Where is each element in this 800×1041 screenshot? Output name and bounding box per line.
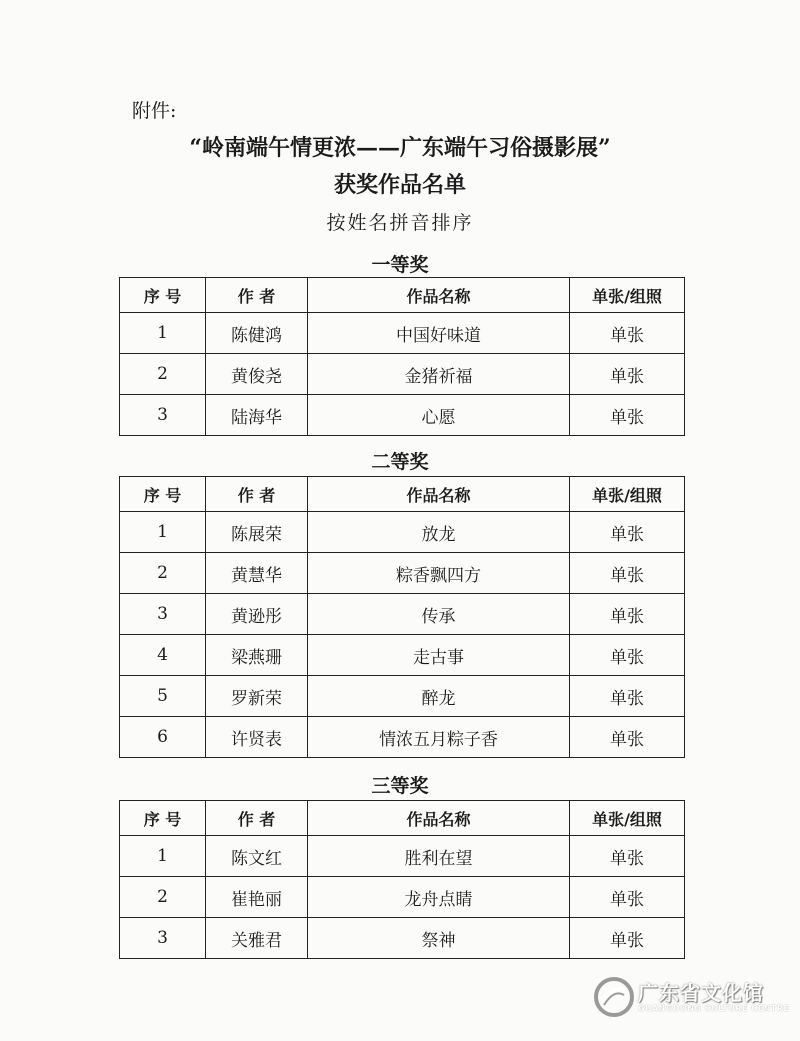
document-title: “岭南端午情更浓——广东端午习俗摄影展” [189,135,611,161]
row-author: 关雅君 [206,918,308,959]
row-num: 2 [120,553,206,594]
row-work: 情浓五月粽子香 [308,717,570,758]
header-type: 单张/组照 [570,278,685,313]
header-num: 序 号 [120,477,206,512]
row-author: 崔艳丽 [206,877,308,918]
row-type: 单张 [570,918,685,959]
row-num: 3 [120,594,206,635]
table-row [120,877,685,918]
sort-note: 按姓名拼音排序 [326,212,474,234]
row-author: 陆海华 [206,395,308,436]
row-work: 龙舟点睛 [308,877,570,918]
row-type: 单张 [570,717,685,758]
row-num: 2 [120,877,206,918]
row-num: 4 [120,635,206,676]
third-prize-table [119,800,685,959]
table-header-row [120,801,685,836]
header-type: 单张/组照 [570,801,685,836]
row-author: 梁燕珊 [206,635,308,676]
header-type: 单张/组照 [570,477,685,512]
second-prize-table [119,476,685,758]
row-work: 胜利在望 [308,836,570,877]
table-header-row [120,278,685,313]
table-row [120,354,685,395]
row-type: 单张 [570,553,685,594]
row-type: 单张 [570,877,685,918]
row-type: 单张 [570,836,685,877]
header-author: 作 者 [206,278,308,313]
row-author: 许贤表 [206,717,308,758]
row-work: 醉龙 [308,676,570,717]
culture-centre-logo-icon [592,975,636,1019]
row-num: 5 [120,676,206,717]
row-type: 单张 [570,594,685,635]
second-prize-heading: 二等奖 [371,451,429,473]
row-work: 中国好味道 [308,313,570,354]
table-header-row [120,477,685,512]
row-type: 单张 [570,676,685,717]
table-row [120,717,685,758]
row-type: 单张 [570,395,685,436]
row-type: 单张 [570,635,685,676]
table-row [120,836,685,877]
row-work: 心愿 [308,395,570,436]
header-work: 作品名称 [308,801,570,836]
row-num: 1 [120,512,206,553]
row-num: 2 [120,354,206,395]
table-row [120,594,685,635]
row-num: 3 [120,918,206,959]
row-type: 单张 [570,354,685,395]
row-work: 金猪祈福 [308,354,570,395]
row-work: 粽香飘四方 [308,553,570,594]
row-num: 1 [120,836,206,877]
header-num: 序 号 [120,801,206,836]
header-author: 作 者 [206,801,308,836]
table-row [120,676,685,717]
header-work: 作品名称 [308,477,570,512]
table-row [120,395,685,436]
row-num: 1 [120,313,206,354]
table-row [120,553,685,594]
table-row [120,635,685,676]
header-author: 作 者 [206,477,308,512]
table-row [120,313,685,354]
table-row [120,918,685,959]
row-work: 传承 [308,594,570,635]
row-author: 陈健鸿 [206,313,308,354]
row-author: 黄俊尧 [206,354,308,395]
header-work: 作品名称 [308,278,570,313]
row-author: 陈文红 [206,836,308,877]
row-work: 放龙 [308,512,570,553]
row-work: 走古事 [308,635,570,676]
row-type: 单张 [570,512,685,553]
row-num: 3 [120,395,206,436]
row-author: 罗新荣 [206,676,308,717]
culture-centre-english: GUANGDONG CULTURE CENTRE [638,1004,790,1013]
attachment-label: 附件: [132,100,177,122]
first-prize-table [119,277,685,436]
culture-centre-name: 广东省文化馆 [638,981,764,1005]
table-row [120,512,685,553]
row-author: 陈展荣 [206,512,308,553]
row-author: 黄逊彤 [206,594,308,635]
third-prize-heading: 三等奖 [371,775,429,797]
first-prize-heading: 一等奖 [371,254,429,276]
culture-centre-watermark [592,975,792,1025]
header-num: 序 号 [120,278,206,313]
row-type: 单张 [570,313,685,354]
row-author: 黄慧华 [206,553,308,594]
row-work: 祭神 [308,918,570,959]
document-title-line2: 获奖作品名单 [333,172,466,198]
row-num: 6 [120,717,206,758]
